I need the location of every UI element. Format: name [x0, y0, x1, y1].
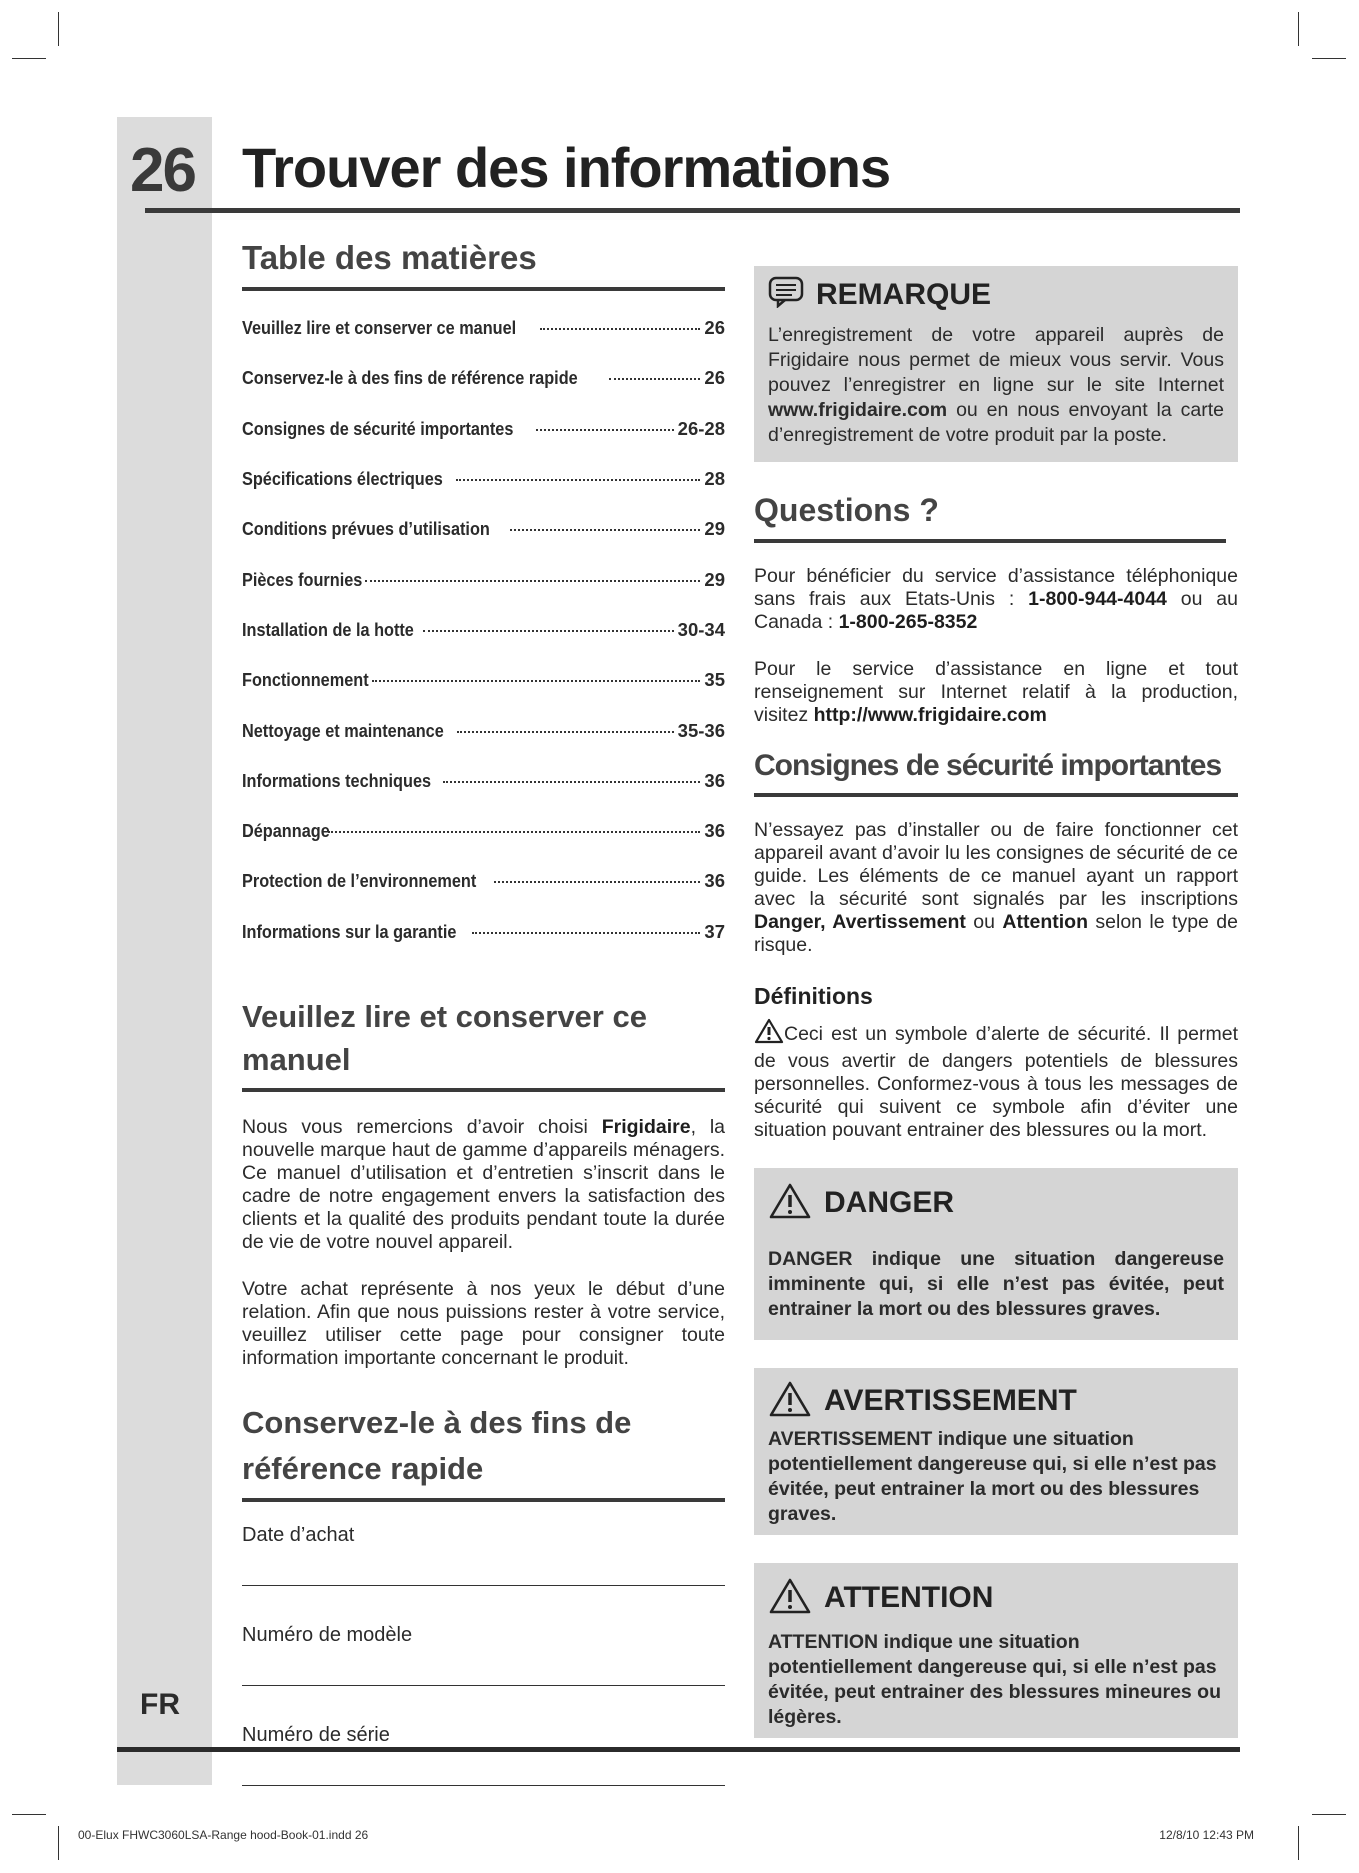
- attention-box: [754, 1563, 1238, 1738]
- definitions-heading: Définitions: [754, 982, 873, 1009]
- avertissement-heading: AVERTISSEMENT: [824, 1384, 1077, 1418]
- toc-item[interactable]: Pièces fournies 29: [242, 568, 725, 590]
- toc-item[interactable]: Fonctionnement 35: [242, 669, 725, 691]
- toc-item[interactable]: Conditions prévues d’utilisation 29: [242, 518, 725, 540]
- left-column: [242, 235, 725, 1786]
- sidebar-band: [117, 117, 212, 1785]
- crop-mark: [1298, 12, 1299, 46]
- avertissement-text: AVERTISSEMENT indique une situation potentiellement dangereuse qui, si elle n’est pas évitée, peut entrainer la mort ou des blessures graves.: [768, 1427, 1217, 1525]
- safety-heading: Consignes de sécurité importantes: [754, 748, 1222, 782]
- section-rule: [754, 539, 1226, 543]
- crop-mark: [12, 58, 46, 59]
- title-rule: [145, 208, 1240, 213]
- toc-item[interactable]: Installation de la hotte 30-34: [242, 618, 725, 640]
- toc-item[interactable]: Dépannage 36: [242, 820, 725, 842]
- section-rule: [754, 793, 1238, 797]
- relation-paragraph: Votre achat représente à nos yeux le début d’une relation. Afin que nous puissions rester à votre service, veuillez utiliser cette page pour consigner toute information importante concernant le produit.: [242, 1277, 725, 1369]
- warning-triangle-icon: [768, 1577, 812, 1620]
- online-paragraph: Pour le service d’assistance en ligne et tout renseignement sur Internet relatif à la production, visitez http://www.frigidaire.com: [754, 657, 1238, 726]
- model-number-field[interactable]: Numéro de modèle: [242, 1624, 725, 1686]
- quick-ref-heading: Conservez-le à des fins de référence rapide: [242, 1404, 632, 1486]
- danger-text: DANGER indique une situation dangereuse imminente qui, si elle n’est pas évitée, peut entrainer la mort ou des blessures graves.: [768, 1247, 1224, 1320]
- safety-paragraph: N’essayez pas d’installer ou de faire fonctionner cet appareil avant d’avoir lu les consignes de sécurité de ce guide. Les éléments de ce manuel ayant un rapport avec la sécurité sont signalés par les inscriptions Danger, Avertissement ou Attention selon le type de risque.: [754, 818, 1238, 956]
- section-rule: [242, 287, 725, 291]
- crop-mark: [1298, 1826, 1299, 1860]
- phone-paragraph: Pour bénéficier du service d’assistance téléphonique sans frais aux Etats-Unis : 1-800-944-4044 ou au Canada : 1-800-265-8352: [754, 564, 1239, 633]
- attention-heading: ATTENTION: [824, 1581, 994, 1615]
- footer-filename: 00-Elux FHWC3060LSA-Range hood-Book-01.indd 26: [78, 1828, 369, 1842]
- serial-number-field[interactable]: Numéro de série: [242, 1724, 725, 1786]
- remarque-box: [754, 266, 1238, 462]
- crop-mark: [1312, 58, 1346, 59]
- avertissement-box: [754, 1368, 1238, 1535]
- crop-mark: [12, 1814, 46, 1815]
- phone-us[interactable]: 1-800-944-4044: [1028, 587, 1167, 610]
- questions-heading: Questions ?: [754, 492, 939, 528]
- toc-item[interactable]: Spécifications électriques 28: [242, 468, 725, 490]
- warning-triangle-icon: [768, 1380, 812, 1423]
- toc-item[interactable]: Nettoyage et maintenance 35-36: [242, 719, 725, 741]
- section-rule: [242, 1498, 725, 1502]
- read-manual-heading: Veuillez lire et conserver ce manuel: [242, 999, 647, 1078]
- toc-item[interactable]: Protection de l’environnement 36: [242, 870, 725, 892]
- phone-canada[interactable]: 1-800-265-8352: [838, 610, 978, 633]
- crop-mark: [58, 12, 59, 46]
- purchase-date-field[interactable]: Date d’achat: [242, 1524, 725, 1586]
- warning-triangle-icon: [768, 1182, 812, 1225]
- danger-box: [754, 1168, 1238, 1340]
- page-number: 26: [130, 136, 195, 205]
- crop-mark: [1312, 1814, 1346, 1815]
- note-icon: [768, 276, 804, 313]
- safety-alert-icon: [754, 1018, 784, 1050]
- thanks-paragraph: Nous vous remercions d’avoir choisi Frigidaire, la nouvelle marque haut de gamme d’appareils ménagers. Ce manuel d’utilisation et d’entretien s’inscrit dans le cadre de notre engagement envers la satisfaction des clients et la qualité des produits pendant toute la durée de vie de votre nouvel appareil.: [242, 1115, 726, 1253]
- section-rule: [242, 1088, 725, 1092]
- attention-text: ATTENTION indique une situation potentiellement dangereuse qui, si elle n’est pas évitée, peut entrainer des blessures mineures ou légères.: [768, 1630, 1222, 1728]
- danger-heading: DANGER: [824, 1186, 955, 1220]
- toc-item[interactable]: Veuillez lire et conserver ce manuel 26: [242, 317, 725, 339]
- language-label: FR: [140, 1688, 180, 1721]
- crop-mark: [58, 1826, 59, 1860]
- toc-heading: Table des matières: [242, 239, 537, 276]
- right-column: [754, 266, 1238, 1738]
- toc-item[interactable]: Consignes de sécurité importantes 26-28: [242, 417, 725, 439]
- toc-item[interactable]: Informations techniques 36: [242, 769, 725, 791]
- footer-date: 12/8/10 12:43 PM: [1159, 1828, 1254, 1842]
- toc-item[interactable]: Conservez-le à des fins de référence rapide 26: [242, 367, 725, 389]
- table-of-contents: [242, 317, 725, 971]
- page-title: Trouver des informations: [242, 136, 891, 199]
- remarque-link[interactable]: www.frigidaire.com: [768, 399, 948, 421]
- remarque-heading: REMARQUE: [816, 277, 992, 311]
- toc-item[interactable]: Informations sur la garantie 37: [242, 920, 725, 942]
- remarque-text: L’enregistrement de votre appareil auprès de Frigidaire nous permet de mieux vous servir. Vous pouvez l’enregistrer en ligne sur le site Internet www.frigidaire.com ou en nous envoyant la carte d’enregistrement de votre produit par la poste.: [768, 324, 1224, 446]
- frigidaire-link[interactable]: http://www.frigidaire.com: [813, 703, 1047, 726]
- definitions-paragraph: Ceci est un symbole d’alerte de sécurité. Il permet de vous avertir de dangers potentiels de blessures personnelles. Conformez-vous à tous les messages de sécurité qui suivent ce symbole afin d’éviter une situation pouvant entrainer des blessures ou la mort.: [754, 1018, 1238, 1142]
